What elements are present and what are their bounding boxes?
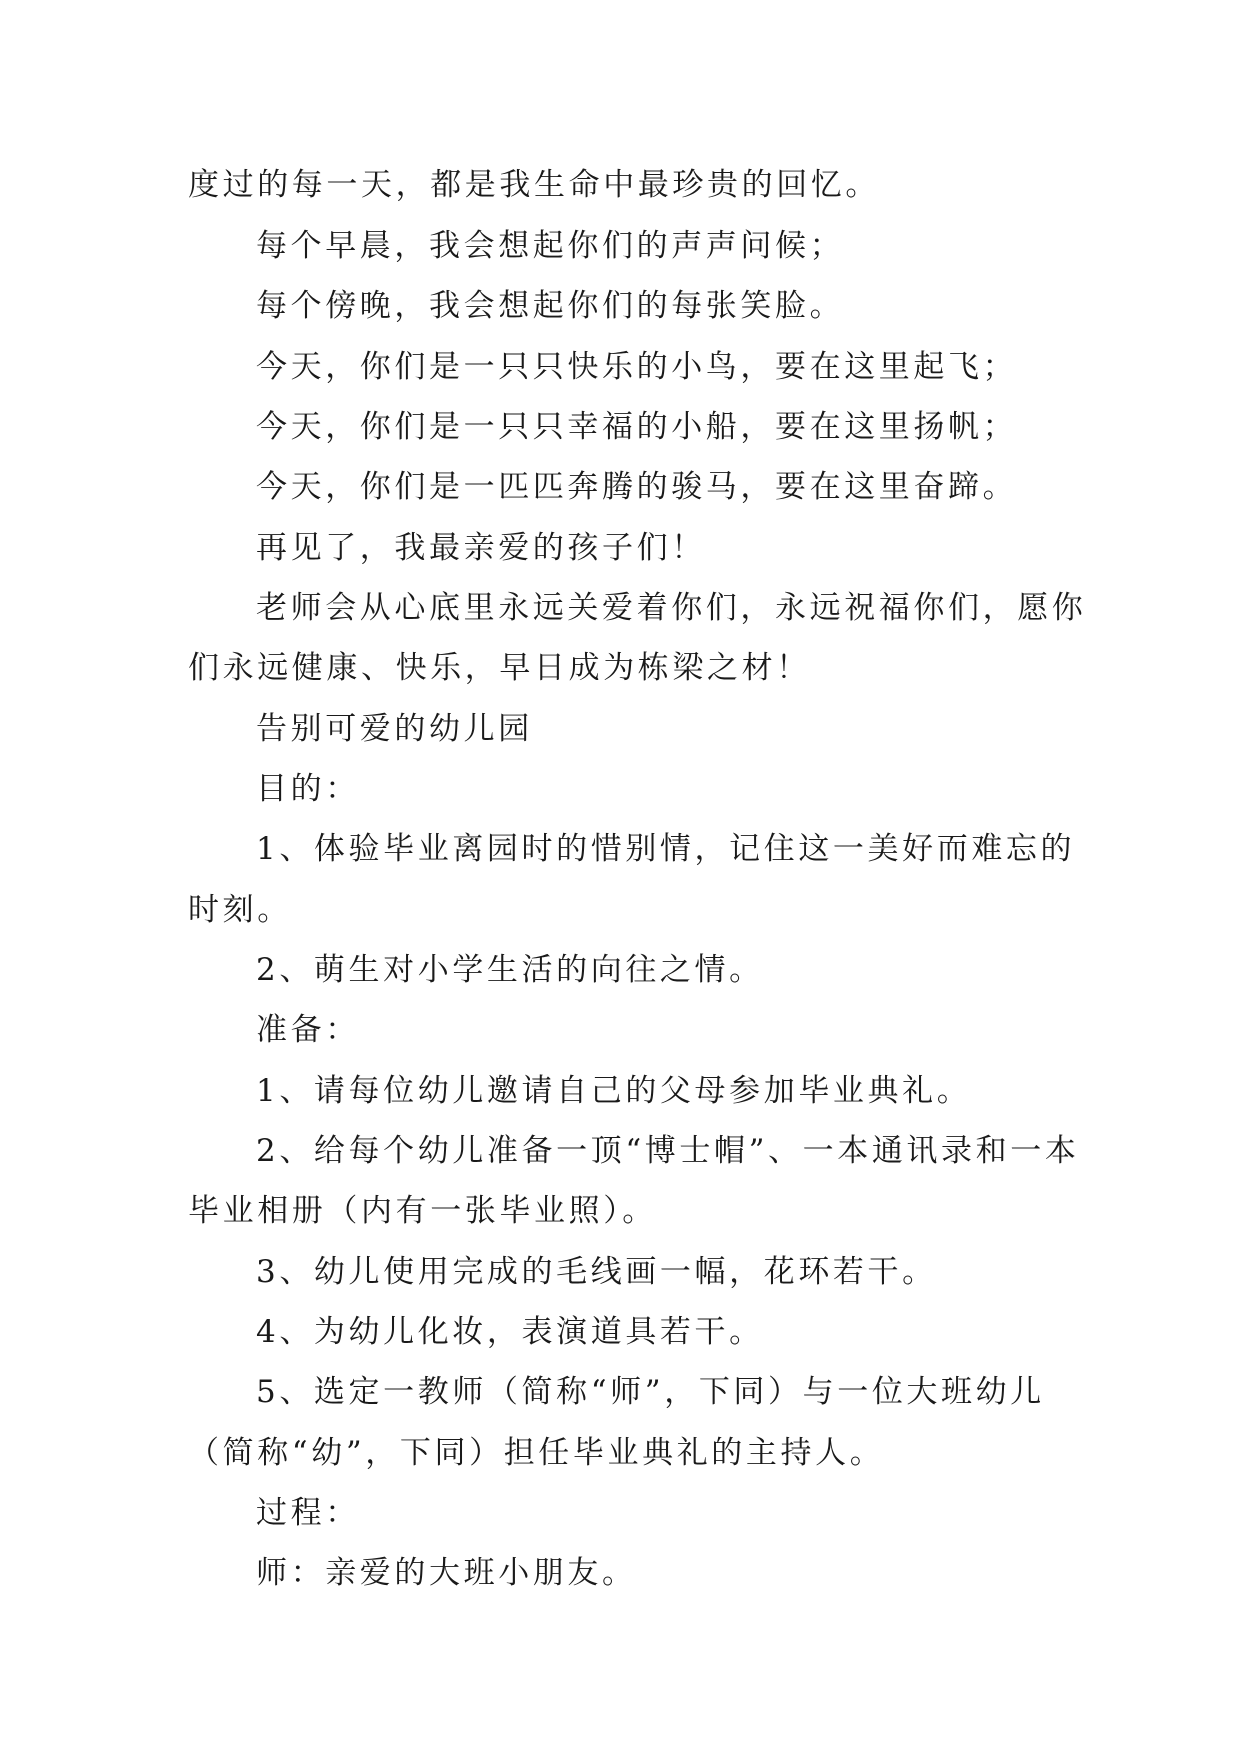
text-line: 时刻。 — [188, 892, 292, 928]
text-line: 目的： — [256, 771, 360, 807]
text-line: 2、萌生对小学生活的向往之情。 — [256, 952, 764, 988]
text-line: 2、给每个幼儿准备一顶“博士帽”、一本通讯录和一本 — [256, 1133, 1080, 1169]
text-line: 度过的每一天，都是我生命中最珍贵的回忆。 — [188, 167, 880, 203]
text-line: 5、选定一教师（简称“师”，下同）与一位大班幼儿 — [256, 1374, 1045, 1410]
text-line: 4、为幼儿化妆，表演道具若干。 — [256, 1314, 764, 1350]
text-line: 1、请每位幼儿邀请自己的父母参加毕业典礼。 — [256, 1073, 972, 1109]
text-line: 3、幼儿使用完成的毛线画一幅，花环若干。 — [256, 1254, 937, 1290]
text-line: 今天，你们是一匹匹奔腾的骏马，要在这里奋蹄。 — [256, 469, 1018, 505]
text-line: 老师会从心底里永远关爱着你们，永远祝福你们，愿你 — [256, 590, 1087, 626]
text-line: （简称“幼”，下同）担任毕业典礼的主持人。 — [188, 1435, 885, 1471]
text-line: 每个傍晚，我会想起你们的每张笑脸。 — [256, 288, 845, 324]
text-line: 今天，你们是一只只幸福的小船，要在这里扬帆； — [256, 409, 1018, 445]
text-line: 过程： — [256, 1495, 360, 1531]
text-line: 1、体验毕业离园时的惜别情，记住这一美好而难忘的 — [256, 831, 1076, 867]
text-line: 每个早晨，我会想起你们的声声问候； — [256, 228, 845, 264]
text-line: 再见了，我最亲爱的孩子们！ — [256, 530, 706, 566]
section-heading: 告别可爱的幼儿园 — [256, 711, 533, 747]
text-line: 准备： — [256, 1012, 360, 1048]
text-line: 师：亲爱的大班小朋友。 — [256, 1555, 637, 1591]
text-line: 毕业相册（内有一张毕业照）。 — [188, 1193, 657, 1229]
text-line: 今天，你们是一只只快乐的小鸟，要在这里起飞； — [256, 349, 1018, 385]
text-line: 们永远健康、快乐，早日成为栋梁之材！ — [188, 650, 811, 686]
